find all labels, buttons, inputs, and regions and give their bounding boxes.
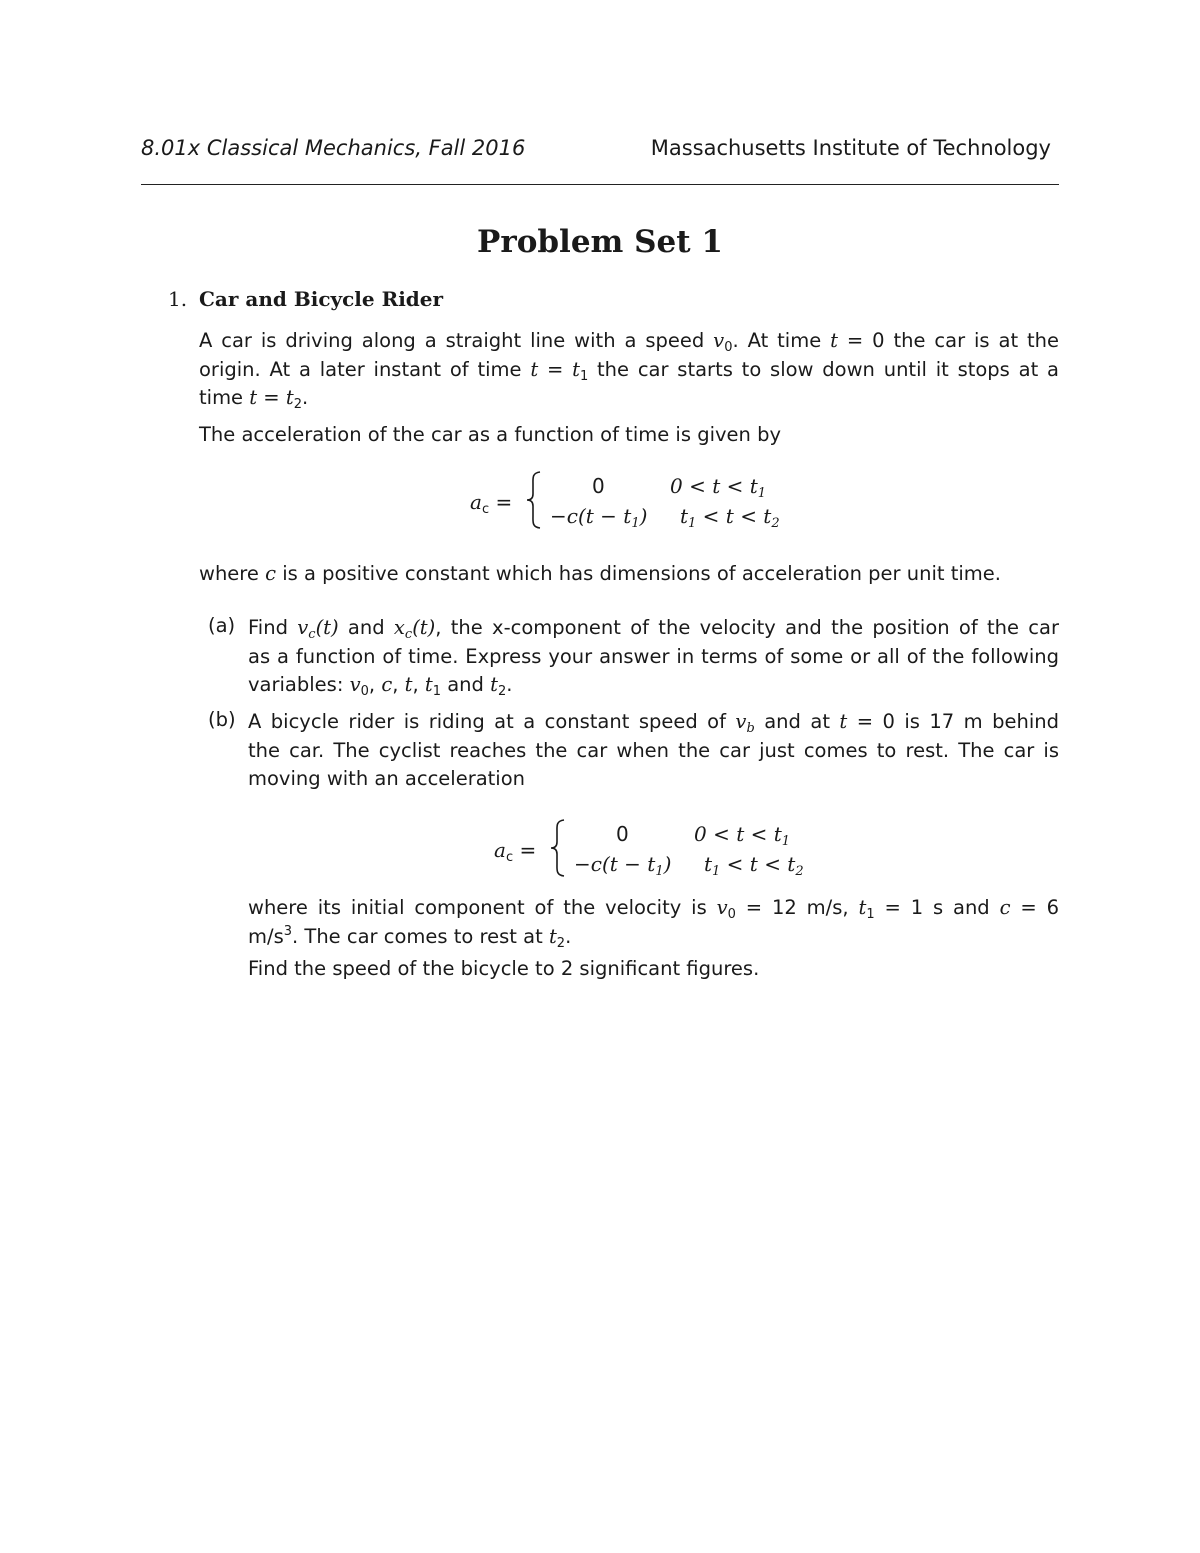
- intro-line-1: A car is driving along a straight line with a speed $v_0$. At time t = 0 the car is at the: [199, 329, 1060, 355]
- header-rule: [141, 184, 1059, 185]
- page-title: Problem Set 1: [477, 224, 723, 260]
- part-a-label: (a): [208, 614, 236, 637]
- header-course: 8.01x Classical Mechanics, Fall 2016: [141, 136, 526, 160]
- intro-line-2: origin. At a later instant of time $t = t_1$ the car starts to slow down until it stops at a: [199, 357, 1059, 384]
- equation-row1-expr: 0: [592, 474, 605, 498]
- intro-line-3: time $t = t_2$.: [199, 386, 309, 412]
- problem-intro: [199, 327, 1059, 413]
- equation-row2-expr: $-c(t - t_1)$: [550, 504, 648, 531]
- problem-title: Car and Bicycle Rider: [199, 287, 444, 311]
- equation-row2-cond: $t_1 < t < t_2$: [680, 504, 780, 531]
- acceleration-intro: The acceleration of the car as a function of time is given by: [199, 423, 782, 446]
- equation-row1-cond: $0 < t < t_1$: [670, 474, 767, 501]
- equation-lhs: $a_c$ =: [470, 490, 513, 517]
- constant-description: where c is a positive constant which has dimensions of acceleration per unit time.: [199, 562, 1001, 585]
- equation-row2-expr: $-c(t - t_1)$: [574, 852, 672, 879]
- part-b-body: A bicycle rider is riding at a constant speed of $v_b$ and at t = 0 is 17 m behind the car. The cyclist reaches the car when the car just comes to rest. The car is moving with an acceleration: [248, 710, 1059, 790]
- part-b-given: where its initial component of the velocity is $v_0 = 12$ m/s, $t_1 = 1$ s and c = 6 $m/s^3$. The car comes to rest at $t_2$.: [248, 896, 1059, 951]
- left-brace: [546, 818, 570, 878]
- part-b-label: (b): [208, 708, 236, 731]
- part-b-question: Find the speed of the bicycle to 2 significant figures.: [248, 957, 760, 980]
- equation-row2-cond: $t_1 < t < t_2$: [704, 852, 804, 879]
- equation-lhs: $a_c$ =: [494, 838, 537, 865]
- problem-number: 1.: [168, 287, 188, 311]
- header-institution: Massachusetts Institute of Technology: [650, 136, 1051, 160]
- part-a-body: Find $v_c(t)$ and $x_c(t)$, the x-component of the velocity and the position of the car as a function of time. Express your answer in terms of some or all of the following variables: $v_0$, c, t, $t_1$ and $t_2$.: [248, 616, 1059, 699]
- equation-row1-cond: $0 < t < t_1$: [694, 822, 791, 849]
- equation-row1-expr: 0: [616, 822, 629, 846]
- left-brace: [522, 470, 546, 530]
